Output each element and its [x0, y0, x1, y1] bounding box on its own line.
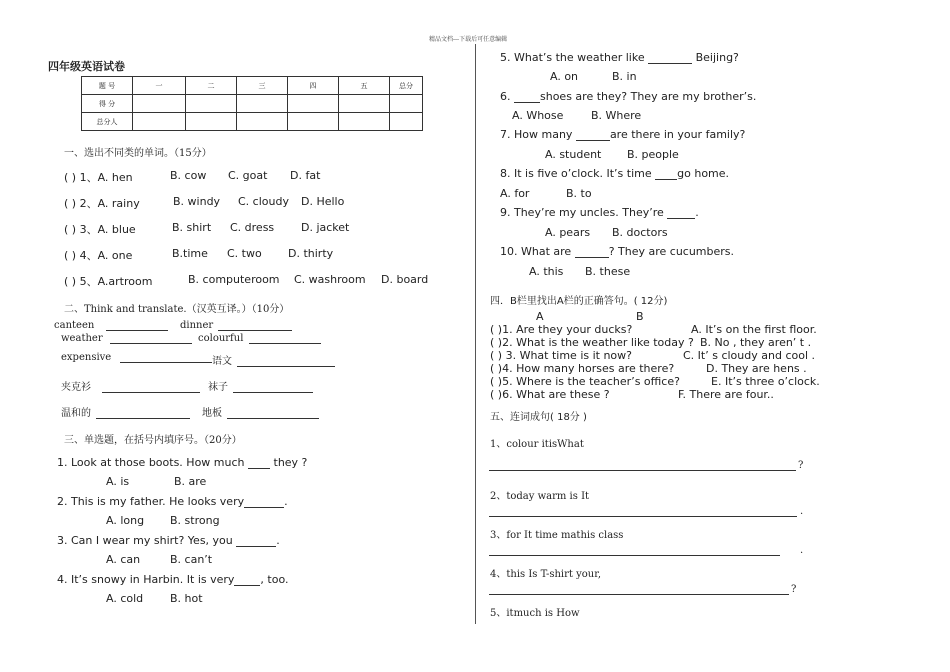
question-text: 5. What’s the weather like — [500, 51, 645, 64]
translate-item — [61, 352, 212, 363]
question-text-end: . — [284, 495, 288, 508]
header-note: 精品文档---下载后可任意编辑 — [429, 36, 508, 43]
question — [500, 51, 739, 64]
option-b: B.time — [172, 247, 208, 260]
answer-blank[interactable] — [106, 320, 168, 331]
score-cell[interactable] — [133, 95, 186, 113]
score-table — [81, 76, 423, 131]
answer-blank[interactable] — [96, 408, 190, 419]
option-a: A. is — [106, 475, 130, 488]
match-answer: B. No , they aren’ t . — [700, 336, 812, 349]
sentence-end-mark: . — [800, 545, 804, 556]
option-b: B. hot — [170, 592, 203, 605]
column-header: 二 — [186, 77, 237, 95]
question-text: 7. How many — [500, 128, 573, 141]
option-c: C. two — [227, 247, 262, 260]
option-b: B. are — [174, 475, 207, 488]
option-a: A. long — [106, 514, 145, 527]
question — [500, 206, 699, 219]
translate-item — [180, 320, 292, 331]
translate-item — [61, 333, 192, 344]
question — [500, 245, 734, 258]
option-c: C. washroom — [294, 273, 366, 286]
question — [57, 456, 307, 469]
score-row — [82, 95, 423, 113]
question — [500, 90, 756, 103]
match-question: ( )4. How many horses are there? — [490, 362, 675, 375]
question-text: 6. — [500, 90, 511, 103]
option-c: C. goat — [228, 169, 268, 182]
answer-blank[interactable] — [110, 333, 192, 344]
option-b: B. computeroom — [188, 273, 280, 286]
question — [500, 128, 745, 141]
translate-item — [208, 378, 313, 393]
answer-blank[interactable] — [248, 458, 270, 469]
answer-blank[interactable] — [575, 247, 609, 258]
score-cell[interactable] — [133, 113, 186, 131]
translate-word: 袜子 — [208, 382, 228, 393]
column-header: 五 — [339, 77, 390, 95]
question-text: 2. This is my father. He looks very — [57, 495, 245, 508]
option-a: A. pears — [545, 226, 591, 239]
section3-heading: 三、单选题，在括号内填序号。（20分） — [64, 435, 242, 446]
answer-blank[interactable] — [120, 352, 212, 363]
translate-item — [54, 320, 168, 331]
answer-blank[interactable] — [655, 169, 677, 180]
option-b: B. strong — [170, 514, 220, 527]
score-table-header-row — [82, 77, 423, 95]
option-b: B. cow — [170, 169, 207, 182]
section2-heading: 二、Think and translate.（汉英互译。）（10分） — [64, 304, 290, 315]
option-b: B. these — [585, 265, 631, 278]
answer-blank[interactable] — [244, 497, 284, 508]
answer-blank[interactable] — [218, 320, 292, 331]
match-answer: A. It’s on the first floor. — [691, 323, 817, 336]
translate-word: 温和的 — [61, 408, 91, 419]
answer-blank[interactable] — [249, 333, 321, 344]
column-header: 一 — [133, 77, 186, 95]
match-question: ( )6. What are these ? — [490, 388, 610, 401]
row-label: 题 号 — [82, 77, 133, 95]
option-b: B. can’t — [170, 553, 213, 566]
option-b: B. doctors — [612, 226, 668, 239]
answer-line[interactable] — [489, 470, 796, 471]
question-text: 4. It’s snowy in Harbin. It is very — [57, 573, 235, 586]
question-text-end: . — [276, 534, 280, 547]
answer-blank[interactable] — [227, 408, 319, 419]
sentence-prompt: 5、itmuch is How — [490, 608, 580, 619]
row-label: 得 分 — [82, 95, 133, 113]
answer-blank[interactable] — [102, 382, 200, 393]
translate-word: dinner — [180, 320, 214, 331]
answer-blank[interactable] — [237, 356, 335, 367]
question — [57, 534, 280, 547]
score-cell[interactable] — [288, 113, 339, 131]
section4-heading: 四．B栏里找出A栏的正确答句。( 12分) — [490, 296, 668, 307]
translate-word: expensive — [61, 352, 112, 363]
sentence-end-mark: ? — [791, 584, 797, 595]
translate-word: 地板 — [202, 408, 222, 419]
question-text-end: shoes are they? They are my brother’s. — [540, 90, 757, 103]
translate-item — [61, 378, 200, 393]
translate-item — [198, 333, 321, 344]
answer-blank[interactable] — [576, 130, 610, 141]
match-question: ( ) 3. What time is it now? — [490, 349, 633, 362]
score-cell[interactable] — [237, 95, 288, 113]
item-number-option-a: ( ) 2、A. rainy — [64, 197, 140, 210]
translate-item — [61, 404, 190, 419]
column-header: 总分 — [390, 77, 423, 95]
score-cell[interactable] — [390, 113, 423, 131]
option-a: A. can — [106, 553, 141, 566]
answer-blank[interactable] — [648, 53, 692, 64]
match-answer: E. It’s three o’clock. — [711, 375, 820, 388]
item-number-option-a: ( ) 4、A. one — [64, 249, 133, 262]
column-divider — [475, 44, 476, 624]
question-text-end: are there in your family? — [609, 128, 746, 141]
question — [500, 167, 729, 180]
answer-blank[interactable] — [233, 382, 313, 393]
item-number-option-a: ( ) 5、A.artroom — [64, 275, 153, 288]
option-b: B. windy — [173, 195, 221, 208]
match-question: ( )5. Where is the teacher’s office? — [490, 375, 680, 388]
answer-line[interactable] — [489, 516, 797, 517]
option-b: B. in — [612, 70, 637, 83]
option-d: D. jacket — [301, 221, 350, 234]
option-d: D. thirty — [288, 247, 334, 260]
score-cell[interactable] — [186, 95, 237, 113]
item-number-option-a: ( ) 1、A. hen — [64, 171, 133, 184]
score-cell[interactable] — [288, 95, 339, 113]
question-text: 1. Look at those boots. How much — [57, 456, 245, 469]
question-text-end: they ? — [273, 456, 308, 469]
score-cell[interactable] — [237, 113, 288, 131]
translate-word: 夹克衫 — [61, 382, 91, 393]
match-answer: F. There are four.. — [678, 388, 774, 401]
score-cell[interactable] — [390, 95, 423, 113]
answer-line[interactable] — [489, 594, 789, 595]
option-d: D. board — [381, 273, 429, 286]
question — [57, 573, 289, 586]
question-text: 8. It is five o’clock. It’s time — [500, 167, 652, 180]
translate-word: weather — [61, 333, 103, 344]
answer-line[interactable] — [489, 555, 780, 556]
item-number-option-a: ( ) 3、A. blue — [64, 223, 136, 236]
option-a: A. Whose — [512, 109, 564, 122]
option-a: A. this — [529, 265, 564, 278]
answer-blank[interactable] — [234, 575, 260, 586]
question-text-end: go home. — [677, 167, 730, 180]
option-d: D. fat — [290, 169, 321, 182]
answer-blank[interactable] — [514, 92, 540, 103]
option-a: A. for — [500, 187, 530, 200]
option-b: B. Where — [591, 109, 642, 122]
match-question: ( )1. Are they your ducks? — [490, 323, 633, 336]
answer-blank[interactable] — [667, 208, 695, 219]
row-label: 总分人 — [82, 113, 133, 131]
question-text-end: ? They are cucumbers. — [608, 245, 735, 258]
sentence-end-mark: ? — [798, 460, 804, 471]
sentence-prompt: 4、this Is T-shirt your, — [490, 569, 602, 580]
answer-blank[interactable] — [236, 536, 276, 547]
option-a: A. on — [550, 70, 579, 83]
option-a: A. cold — [106, 592, 144, 605]
option-a: A. student — [545, 148, 602, 161]
translate-word: colourful — [198, 333, 244, 344]
column-a-label: A — [536, 310, 544, 323]
match-answer: D. They are hens . — [706, 362, 807, 375]
question — [57, 495, 288, 508]
question-text: 10. What are — [500, 245, 572, 258]
question-text: 3. Can I wear my shirt? Yes, you — [57, 534, 233, 547]
option-b: B. shirt — [172, 221, 212, 234]
option-c: C. dress — [230, 221, 275, 234]
section5-heading: 五、连词成句( 18分 ) — [490, 412, 587, 423]
question-text-end: . — [695, 206, 699, 219]
column-b-label: B — [636, 310, 644, 323]
section1-heading: 一、选出不同类的单词。（15分） — [64, 148, 212, 159]
translate-word: 语文 — [212, 356, 232, 367]
score-cell[interactable] — [339, 95, 390, 113]
score-cell[interactable] — [339, 113, 390, 131]
question-text-end: , too. — [260, 573, 289, 586]
grader-row — [82, 113, 423, 131]
paper-title: 四年级英语试卷 — [48, 60, 125, 73]
sentence-prompt: 1、colour itisWhat — [490, 439, 584, 450]
score-cell[interactable] — [186, 113, 237, 131]
sentence-prompt: 3、for It time mathis class — [490, 530, 624, 541]
option-c: C. cloudy — [238, 195, 289, 208]
column-header: 三 — [237, 77, 288, 95]
translate-item — [202, 404, 319, 419]
match-question: ( )2. What is the weather like today ? — [490, 336, 694, 349]
question-text: 9. They’re my uncles. They’re — [500, 206, 664, 219]
sentence-prompt: 2、today warm is It — [490, 491, 590, 502]
column-header: 四 — [288, 77, 339, 95]
option-b: B. to — [566, 187, 592, 200]
translate-item — [212, 352, 335, 367]
option-b: B. people — [627, 148, 679, 161]
sentence-end-mark: . — [800, 506, 804, 517]
translate-word: canteen — [54, 320, 95, 331]
match-answer: C. It’ s cloudy and cool . — [683, 349, 815, 362]
question-text-end: Beijing? — [695, 51, 739, 64]
option-d: D. Hello — [301, 195, 345, 208]
